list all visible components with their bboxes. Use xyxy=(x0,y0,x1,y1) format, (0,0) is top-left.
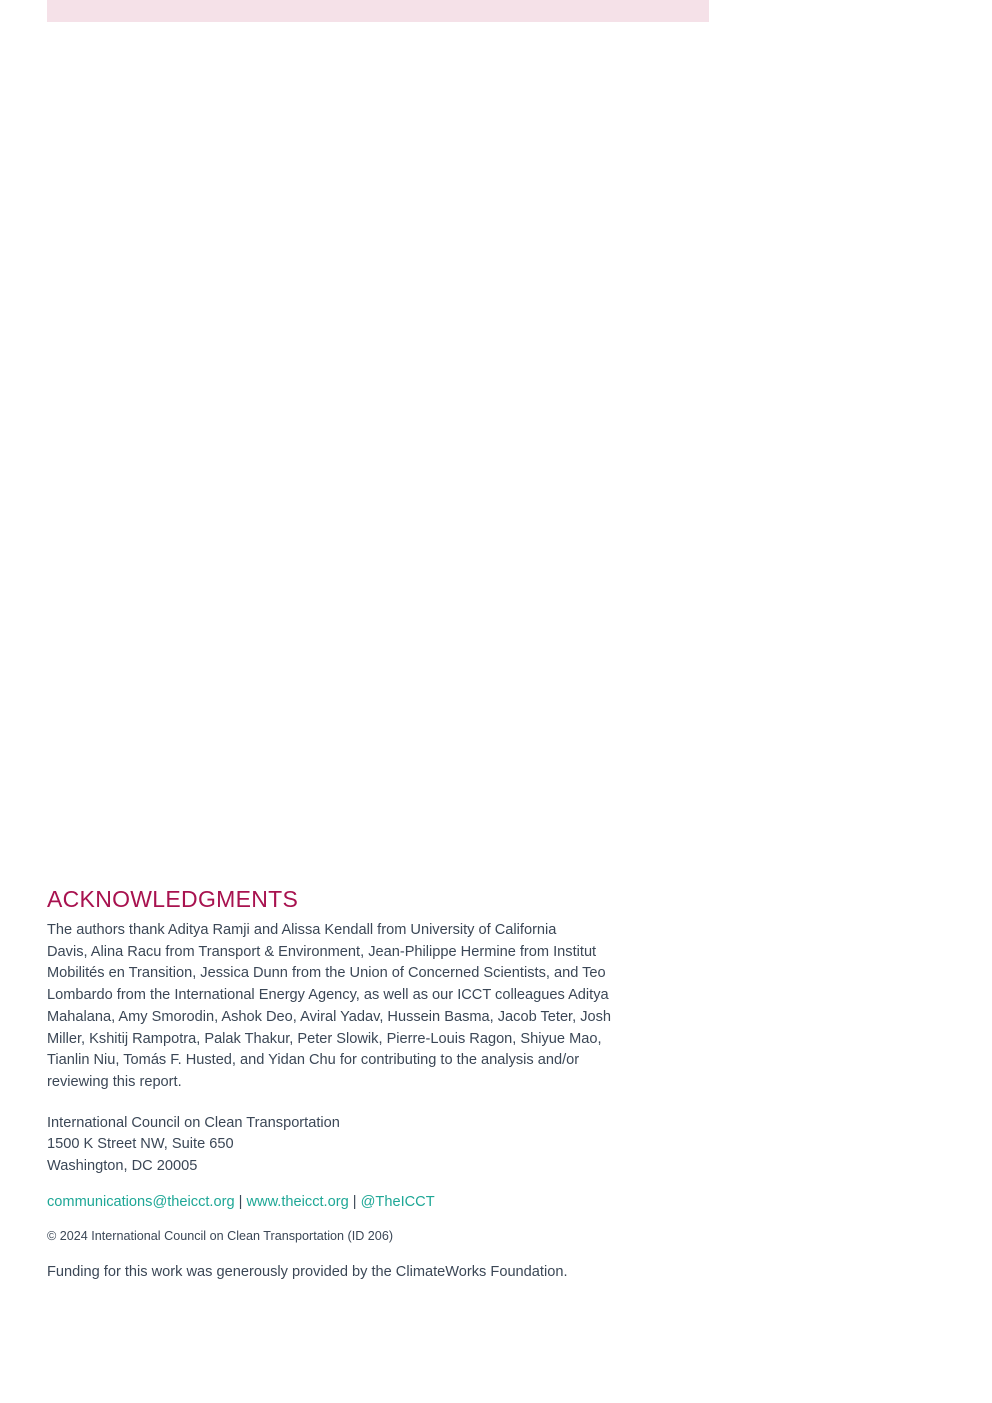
address-block xyxy=(47,1113,717,1178)
paragraph-line: Davis, Alina Racu from Transport & Environment, Jean-Philippe Hermine from Institut xyxy=(47,943,597,960)
paragraph-line: Mobilités en Transition, Jessica Dunn from the Union of Concerned Scientists, and Teo xyxy=(47,965,606,982)
copyright-notice: © 2024 International Council on Clean Transportation (ID 206) xyxy=(47,1229,394,1244)
top-color-band xyxy=(47,0,709,22)
org-name: International Council on Clean Transportation xyxy=(47,1114,340,1131)
acknowledgments-heading: ACKNOWLEDGMENTS xyxy=(47,886,299,912)
paragraph-line: reviewing this report. xyxy=(47,1073,182,1090)
paragraph-line: The authors thank Aditya Ramji and Alissa Kendall from University of California xyxy=(47,922,557,938)
city-address: Washington, DC 20005 xyxy=(47,1157,198,1174)
paragraph-line: Lombardo from the International Energy Agency, as well as our ICCT colleagues Aditya xyxy=(47,987,609,1004)
paragraph-line: Mahalana, Amy Smorodin, Ashok Deo, Aviral Yadav, Hussein Basma, Jacob Teter, Josh xyxy=(47,1008,612,1025)
twitter-link[interactable]: @TheICCT xyxy=(360,1194,435,1211)
separator: | xyxy=(234,1194,247,1211)
website-link[interactable]: www.theicct.org xyxy=(246,1194,349,1211)
contact-links xyxy=(47,1192,717,1213)
acknowledgments-paragraph xyxy=(47,920,717,1094)
street-address: 1500 K Street NW, Suite 650 xyxy=(47,1136,234,1153)
acknowledgments-section xyxy=(47,884,717,1283)
email-link[interactable]: communications@theicct.org xyxy=(47,1194,235,1211)
paragraph-line: Miller, Kshitij Rampotra, Palak Thakur, Peter Slowik, Pierre-Louis Ragon, Shiyue Mao, xyxy=(47,1030,602,1047)
funding-statement: Funding for this work was generously provided by the ClimateWorks Foundation. xyxy=(47,1264,568,1281)
paragraph-line: Tianlin Niu, Tomás F. Husted, and Yidan Chu for contributing to the analysis and/or xyxy=(47,1052,580,1069)
separator: | xyxy=(348,1194,361,1211)
